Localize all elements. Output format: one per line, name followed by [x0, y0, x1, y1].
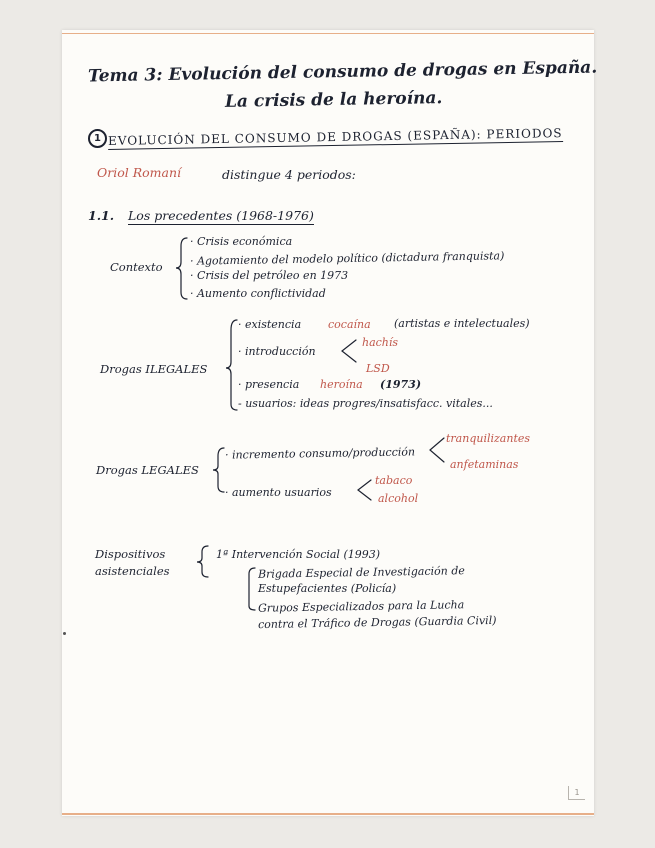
- existencia-prefix: · existencia: [238, 318, 302, 331]
- title-line-2: La crisis de la heroína.: [224, 88, 443, 112]
- drogas-ilegales-label: Drogas ILEGALES: [100, 362, 208, 376]
- drogas-legales-label: Drogas LEGALES: [96, 463, 199, 477]
- contexto-item-2: · Agotamiento del modelo político (dictadura franquista): [189, 249, 505, 268]
- drug-anfetaminas: anfetaminas: [450, 458, 519, 471]
- grupos-line-1: Grupos Especializados para la Lucha: [257, 598, 465, 615]
- author-name: Oriol Romaní: [97, 165, 182, 180]
- primera-intervencion: 1ª Intervención Social (1993): [216, 548, 381, 561]
- brigada-line-2: Estupefacientes (Policía): [258, 582, 397, 595]
- intro-drug-hachis: hachís: [362, 336, 399, 349]
- author-line-rest: distingue 4 periodos:: [222, 167, 356, 182]
- existencia-suffix: (artistas e intelectuales): [394, 317, 530, 330]
- presencia-drug: heroína: [320, 378, 363, 391]
- usuarios-line: - usuarios: ideas progres/insatisfacc. vitales...: [238, 397, 493, 410]
- title-line-1: Tema 3: Evolución del consumo de drogas en España.: [87, 57, 598, 87]
- aumento-line: · aumento usuarios: [225, 486, 332, 499]
- legales-brace: [213, 448, 224, 492]
- introduccion-label: · introducción: [238, 345, 316, 358]
- page-number: 1: [568, 786, 585, 800]
- drug-alcohol: alcohol: [378, 492, 419, 505]
- dispositivos-label-2: asistenciales: [95, 564, 170, 578]
- subsection-number: 1.1.: [88, 208, 115, 223]
- subsection-title-text: Los precedentes (1968-1976): [128, 208, 314, 223]
- contexto-item-1: · Crisis económica: [190, 235, 293, 248]
- aumento-split: [358, 480, 371, 500]
- section-heading-text: EVOLUCIÓN DEL CONSUMO DE DROGAS (ESPAÑA): PERIODOS: [107, 126, 563, 148]
- contexto-item-3: · Crisis del petróleo en 1973: [190, 269, 349, 282]
- existencia-drug: cocaína: [328, 318, 371, 331]
- presencia-prefix: · presencia: [238, 378, 300, 391]
- presencia-suffix: (1973): [380, 378, 422, 391]
- ilegales-brace: [226, 320, 237, 410]
- dispositivos-label-1: Dispositivos: [95, 547, 166, 561]
- intro-drug-lsd: LSD: [366, 362, 390, 375]
- drug-tranquilizantes: tranquilizantes: [446, 432, 531, 445]
- drug-tabaco: tabaco: [375, 474, 413, 487]
- contexto-label: Contexto: [110, 260, 163, 274]
- incremento-line: · incremento consumo/producción: [224, 445, 416, 462]
- incremento-split: [430, 438, 444, 462]
- introduccion-split: [342, 340, 356, 362]
- contexto-brace: [176, 238, 187, 299]
- section-number-circle: 1: [88, 129, 107, 148]
- contexto-item-4: · Aumento conflictividad: [190, 287, 326, 300]
- dispositivos-sub-bracket: [249, 568, 255, 610]
- brigada-line-1: Brigada Especial de Investigación de: [257, 564, 465, 581]
- dispositivos-brace: [197, 546, 208, 577]
- grupos-line-2: contra el Tráfico de Drogas (Guardia Civil): [257, 613, 497, 632]
